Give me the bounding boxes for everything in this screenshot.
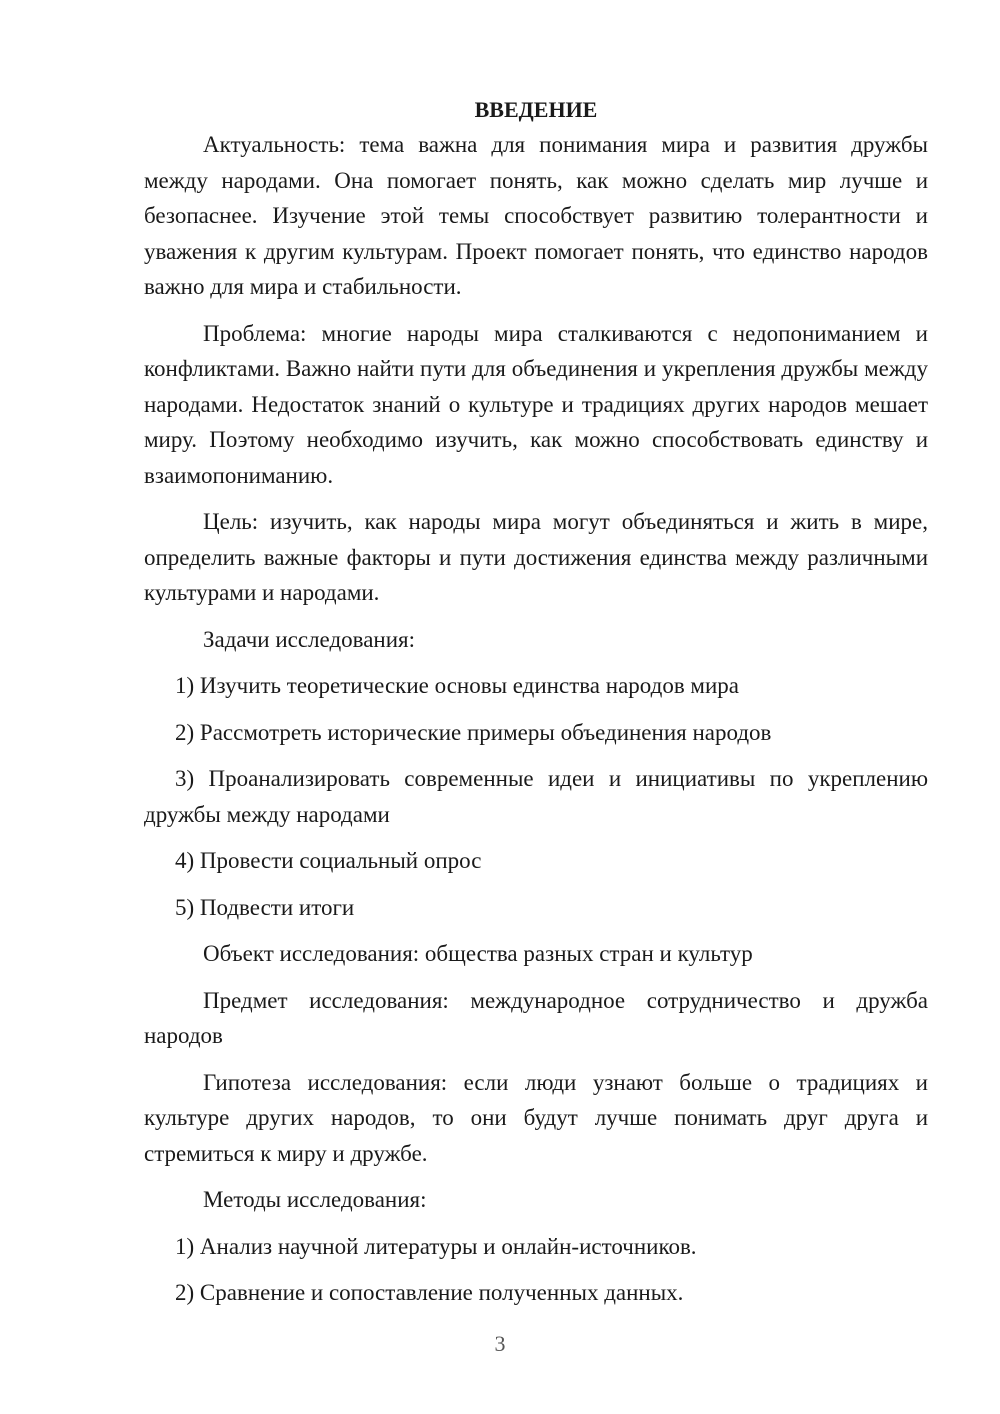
methods-title: Методы исследования: (203, 1187, 427, 1212)
section-heading: ВВЕДЕНИЕ (474, 97, 598, 122)
goal-paragraph: Цель: изучить, как народы мира могут объединяться и жить в мире, определить важные факторы и пути достижения единства между различными культурами и народами. (144, 509, 928, 605)
page-number: 3 (494, 1331, 506, 1356)
subject-paragraph: Предмет исследования: международное сотрудничество и дружба народов (144, 987, 928, 1048)
tasks-title: Задачи исследования: (203, 626, 416, 652)
method-item: 1) Анализ научной литературы и онлайн-источников. (175, 1233, 697, 1259)
method-item: 2) Сравнение и сопоставление полученных данных. (175, 1280, 684, 1305)
object-paragraph: Объект исследования: общества разных стран и культур (203, 941, 753, 966)
task-item: 2) Рассмотреть исторические примеры объединения народов (175, 719, 772, 745)
hypothesis-paragraph: Гипотеза исследования: если люди узнают больше о традициях и культуре других народов, то они будут лучше понимать друг друга и стремиться к миру и дружбе. (144, 1069, 928, 1166)
task-item: 1) Изучить теоретические основы единства народов мира (175, 673, 740, 698)
task-item: 5) Подвести итоги (175, 894, 355, 920)
actuality-paragraph: Актуальность: тема важна для понимания мира и развития дружбы между народами. Она помогает понять, как можно сделать мир лучше и безопаснее. Изучение этой темы способствует развитию толерантности и уважения к другим культурам. Проект помогает понять, что единство народов важно для мира и стабильности. (144, 132, 928, 299)
problem-paragraph: Проблема: многие народы мира сталкиваются с недопониманием и конфликтами. Важно найти пути для объединения и укрепления дружбы между народами. Недостаток знаний о культуре и традициях других народов мешает миру. Поэтому необходимо изучить, как можно способствовать единству и взаимопониманию. (144, 320, 928, 488)
task-item: 4) Провести социальный опрос (175, 848, 482, 873)
page-content (144, 92, 928, 1322)
task-item: 3) Проанализировать современные идеи и инициативы по укреплению дружбы между народами (144, 766, 928, 827)
